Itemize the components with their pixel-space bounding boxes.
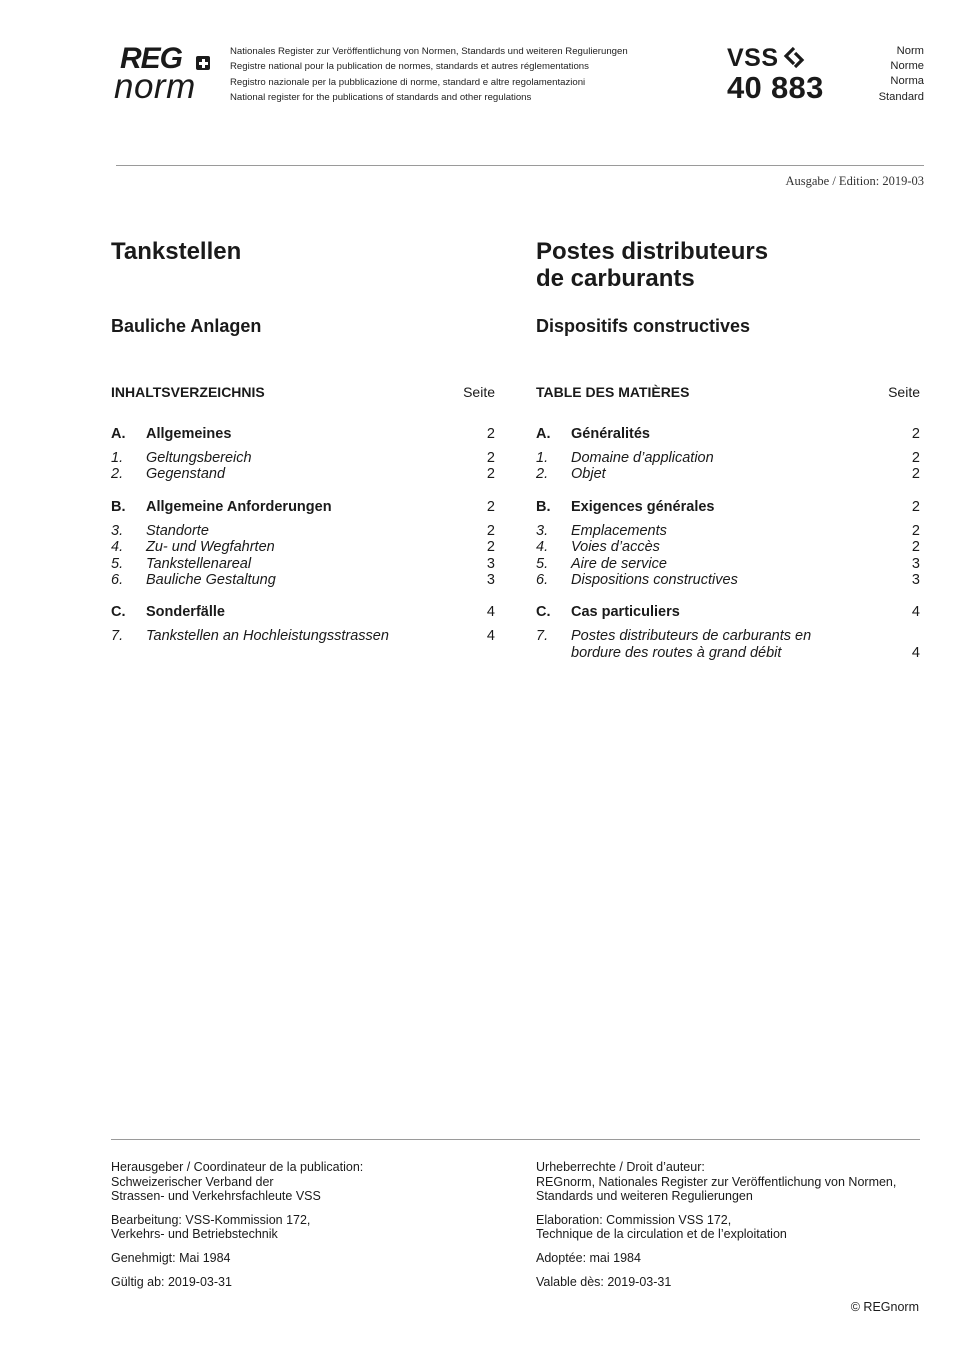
vss-standard-badge <box>727 44 837 104</box>
item-text: Postes distributeurs de carburants en bordure des routes à grand débit <box>571 628 812 661</box>
footer-right <box>536 1160 926 1294</box>
item-page: 2 <box>911 466 920 483</box>
section-letter: A. <box>536 426 551 442</box>
registry-line-de: Nationales Register zur Veröffentlichung von Normen, Standards und weiteren Regulierungen <box>230 46 628 57</box>
toc-item[interactable] <box>111 466 495 482</box>
editing-info-fr: Elaboration: Commission VSS 172, Technique de la circulation et de l’exploitation <box>536 1212 787 1242</box>
item-text: Zu- und Wegfahrten <box>146 539 275 556</box>
item-page: 4 <box>486 628 495 645</box>
item-number: 7. <box>536 628 549 645</box>
norm-label-en: Standard <box>878 90 924 103</box>
section-letter: C. <box>111 604 126 621</box>
vss-word: VSS <box>727 44 779 72</box>
section-page: 2 <box>911 426 920 442</box>
toc-item[interactable] <box>536 556 920 572</box>
item-text: Gegenstand <box>146 466 226 483</box>
registry-line-fr: Registre national pour la publication de normes, standards et autres réglementations <box>230 61 589 73</box>
section-page: 4 <box>911 604 920 621</box>
subtitle-fr: Dispositifs constructives <box>536 316 751 336</box>
toc-section[interactable] <box>536 604 920 621</box>
item-number: 5. <box>111 555 124 572</box>
section-letter: B. <box>536 498 551 515</box>
section-label: Allgemeine Anforderungen <box>146 498 332 515</box>
toc-heading-de: INHALTSVERZEICHNIS <box>111 384 265 400</box>
toc-section[interactable] <box>536 499 920 516</box>
toc-item[interactable] <box>111 450 495 466</box>
item-page: 2 <box>486 522 495 539</box>
standard-number: 40 883 <box>727 70 824 105</box>
section-page: 2 <box>486 426 495 442</box>
section-label: Cas particuliers <box>571 604 680 621</box>
toc-item[interactable] <box>536 628 920 661</box>
item-text: Objet <box>571 466 606 483</box>
toc-item[interactable] <box>111 628 495 644</box>
page-column-heading-de: Seite <box>463 384 495 400</box>
section-page: 2 <box>911 498 920 515</box>
section-label: Allgemeines <box>146 426 232 442</box>
valid-from-de: Gültig ab: 2019-03-31 <box>111 1274 232 1289</box>
section-page: 2 <box>486 498 495 515</box>
german-column <box>111 238 495 645</box>
item-text: Bauliche Gestaltung <box>146 572 276 589</box>
item-number: 5. <box>536 555 549 572</box>
item-text: Tankstellenareal <box>146 555 252 572</box>
section-label: Sonderfälle <box>146 604 225 621</box>
item-page: 3 <box>911 572 920 589</box>
item-number: 6. <box>536 572 549 589</box>
header-divider <box>116 165 924 166</box>
item-text: Voies d’accès <box>571 539 660 556</box>
toc-section[interactable] <box>111 499 495 516</box>
page-title-de: Tankstellen <box>111 238 242 265</box>
section-label: Exigences générales <box>571 498 715 515</box>
swiss-cross-icon <box>196 56 210 70</box>
item-text: Aire de service <box>571 555 667 572</box>
registry-description <box>230 44 628 105</box>
item-number: 3. <box>111 522 124 539</box>
toc-item[interactable] <box>111 556 495 572</box>
item-text: Geltungsbereich <box>146 450 252 466</box>
item-number: 2. <box>111 466 124 483</box>
toc-item[interactable] <box>536 523 920 539</box>
toc-item[interactable] <box>536 572 920 588</box>
item-page: 3 <box>911 555 920 572</box>
item-page: 2 <box>486 450 495 466</box>
item-text: Domaine d’application <box>571 450 714 466</box>
editing-info-de: Bearbeitung: VSS-Kommission 172, Verkehrs- und Betriebstechnik <box>111 1212 311 1242</box>
table-of-contents-fr <box>536 426 920 677</box>
approval-date-de: Genehmigt: Mai 1984 <box>111 1250 231 1265</box>
item-text: Tankstellen an Hochleistungsstrassen <box>146 628 389 645</box>
section-page: 4 <box>486 604 495 621</box>
copyright-notice: © REGnorm <box>850 1300 919 1314</box>
registry-line-it: Registro nazionale per la pubblicazione di norme, standard e altre regolamentazioni <box>230 76 586 88</box>
footer-divider <box>111 1139 920 1140</box>
publisher-info: Herausgeber / Coordinateur de la publication: Schweizerischer Verband der Strassen- und Verkehrsfachleute VSS <box>111 1160 364 1204</box>
toc-section[interactable] <box>111 604 495 621</box>
section-letter: C. <box>536 604 551 621</box>
toc-header-fr <box>536 384 920 400</box>
regnorm-logo <box>114 42 214 104</box>
item-text: Dispositions constructives <box>571 572 738 589</box>
logo-reg-text: REG <box>120 42 183 75</box>
item-page: 2 <box>486 539 495 556</box>
item-text: Emplacements <box>571 522 667 539</box>
norm-label-fr: Norme <box>890 60 924 73</box>
toc-item[interactable] <box>111 572 495 588</box>
item-number: 4. <box>111 539 124 556</box>
item-number: 4. <box>536 539 549 556</box>
norm-label-de: Norm <box>896 45 924 57</box>
toc-header-de <box>111 384 495 400</box>
registry-line-en: National register for the publications of standards and other regulations <box>230 91 532 103</box>
item-page: 2 <box>911 522 920 539</box>
item-number: 3. <box>536 522 549 539</box>
toc-item[interactable] <box>111 539 495 555</box>
item-page: 3 <box>486 572 495 589</box>
item-page: 4 <box>911 644 920 661</box>
table-of-contents-de <box>111 426 495 661</box>
item-number: 1. <box>536 450 549 466</box>
page-column-heading-fr: Seite <box>888 384 920 400</box>
approval-date-fr: Adoptée: mai 1984 <box>536 1250 641 1265</box>
toc-item[interactable] <box>536 450 920 466</box>
item-page: 2 <box>911 539 920 556</box>
copyright-holder-info: Urheberrechte / Droit d’auteur: REGnorm, Nationales Register zur Veröffentlichung von Normen, Standards und weiteren Regulierungen <box>536 1160 897 1204</box>
valid-from-fr: Valable dès: 2019-03-31 <box>536 1274 672 1289</box>
section-label: Généralités <box>571 426 650 442</box>
vss-logo <box>727 44 837 72</box>
item-page: 2 <box>486 466 495 483</box>
section-letter: A. <box>111 426 126 442</box>
item-number: 6. <box>111 572 124 589</box>
toc-section[interactable] <box>111 426 495 443</box>
subtitle-de: Bauliche Anlagen <box>111 316 262 336</box>
norm-label-it: Norma <box>890 75 924 88</box>
item-page: 3 <box>486 555 495 572</box>
logo-norm-text: norm <box>114 67 196 106</box>
item-number: 2. <box>536 466 549 483</box>
french-column <box>536 238 920 661</box>
toc-heading-fr: TABLE DES MATIÈRES <box>536 384 690 400</box>
item-text: Standorte <box>146 522 209 539</box>
item-page: 2 <box>911 450 920 466</box>
page-title-fr: Postes distributeurs de carburants <box>536 238 769 292</box>
item-number: 1. <box>111 450 124 466</box>
toc-item[interactable] <box>536 466 920 482</box>
item-number: 7. <box>111 628 124 645</box>
chevron-mark-icon <box>781 45 807 71</box>
edition-label: Ausgabe / Edition: 2019-03 <box>785 174 924 188</box>
norm-type-labels <box>879 44 924 105</box>
section-letter: B. <box>111 498 126 515</box>
toc-item[interactable] <box>111 523 495 539</box>
toc-item[interactable] <box>536 539 920 555</box>
toc-section[interactable] <box>536 426 920 443</box>
footer-left <box>111 1160 501 1294</box>
